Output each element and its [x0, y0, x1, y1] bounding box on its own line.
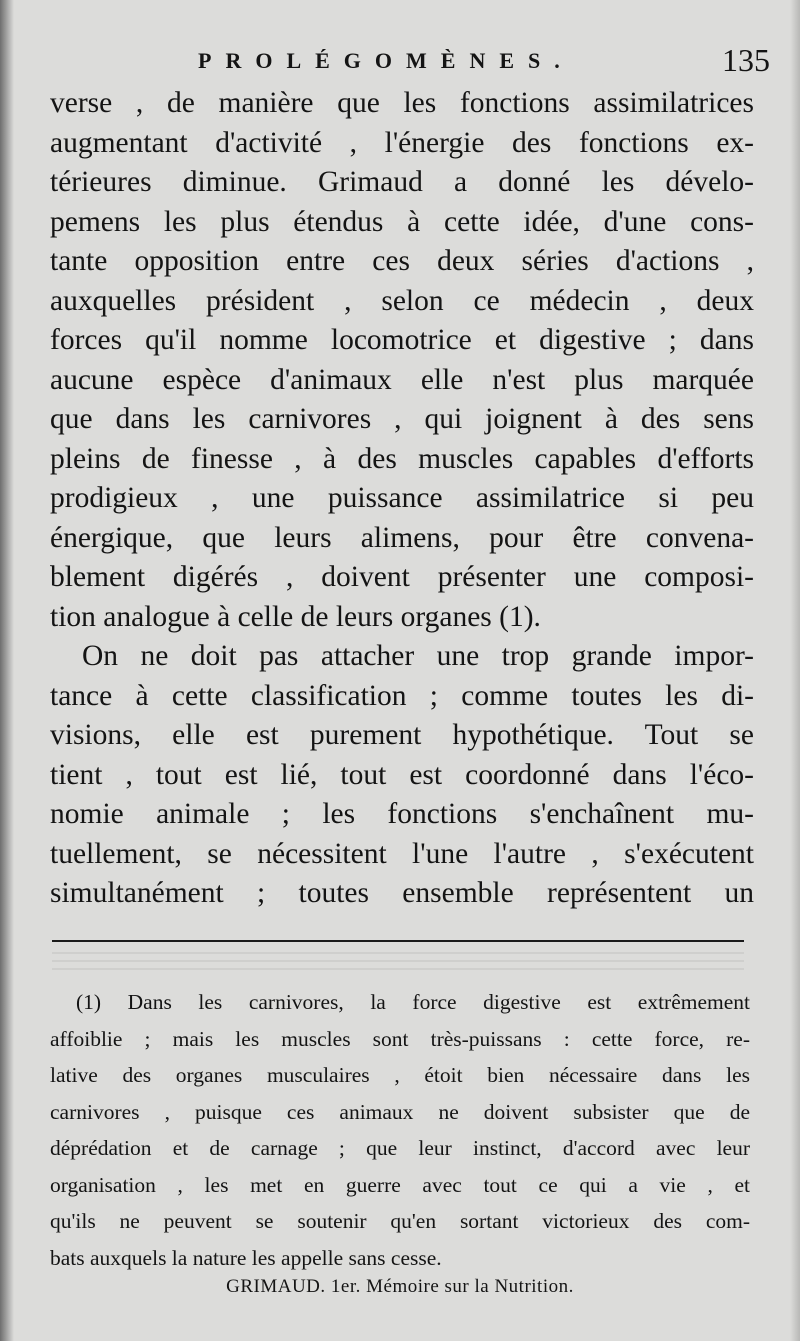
text-line: tuellement, se nécessitent l'une l'autre , s'exécutent	[50, 837, 754, 870]
footnote-line: carnivores , puisque ces animaux ne doivent subsister que de	[50, 1099, 750, 1124]
footnote-line: (1) Dans les carnivores, la force digestive est extrêmement	[76, 990, 750, 1014]
footnote-line: déprédation et de carnage ; que leur instinct, d'accord avec leur	[50, 1136, 750, 1160]
text-line: énergique, que leurs alimens, pour être convena-	[50, 521, 754, 554]
footnote-line: bats auxquels la nature les appelle sans cesse.	[50, 1245, 442, 1270]
footnote-line: organisation , les met en guerre avec tout ce qui a vie , et	[50, 1172, 750, 1197]
text-line: tient , tout est lié, tout est coordonné dans l'éco-	[50, 758, 754, 791]
text-line: blement digérés , doivent présenter une composi-	[50, 561, 754, 593]
running-head: PROLÉGOMÈNES.	[198, 48, 574, 73]
footnote-divider	[52, 940, 744, 942]
text-line: forces qu'il nomme locomotrice et digestive ; dans	[50, 324, 754, 356]
text-line: auxquelles président , selon ce médecin , deux	[50, 284, 754, 317]
text-line: térieures diminue. Grimaud a donné les dévelo-	[50, 166, 754, 198]
text-line: augmentant d'activité , l'énergie des fonctions ex-	[50, 126, 754, 159]
text-line: simultanément ; toutes ensemble représentent un	[50, 877, 754, 909]
text-line: tion analogue à celle de leurs organes (1).	[50, 600, 541, 633]
page-number: 135	[722, 42, 770, 78]
text-line-paragraph-start: On ne doit pas attacher une trop grande impor-	[82, 640, 754, 672]
text-line: pemens les plus étendus à cette idée, d'une cons-	[50, 205, 754, 238]
footnote-citation: GRIMAUD. 1er. Mémoire sur la Nutrition.	[226, 1276, 574, 1297]
text-line: pleins de finesse , à des muscles capables d'efforts	[50, 442, 754, 475]
text-line: nomie animale ; les fonctions s'enchaînent mu-	[50, 798, 754, 830]
footnote-line: lative des organes musculaires , étoit bien nécessaire dans les	[50, 1063, 750, 1087]
footnote	[50, 984, 750, 1276]
text-line: que dans les carnivores , qui joignent à des sens	[50, 403, 754, 435]
text-line: aucune espèce d'animaux elle n'est plus marquée	[50, 363, 754, 396]
text-line: tance à cette classification ; comme toutes les di-	[50, 679, 754, 712]
text-line: tante opposition entre ces deux séries d'actions ,	[50, 245, 754, 277]
footnote-line: affoiblie ; mais les muscles sont très-puissans : cette force, re-	[50, 1026, 750, 1051]
page-edge-shadow-right	[790, 0, 800, 1341]
body-text	[50, 84, 754, 914]
text-line: verse , de manière que les fonctions assimilatrices	[50, 87, 754, 119]
footnote-line: qu'ils ne peuvent se soutenir qu'en sortant victorieux des com-	[50, 1209, 750, 1233]
page-edge-shadow	[0, 0, 14, 1341]
text-line: visions, elle est purement hypothétique. Tout se	[50, 719, 754, 751]
text-line: prodigieux , une puissance assimilatrice si peu	[50, 482, 754, 514]
page-header	[50, 42, 770, 82]
show-through-texture	[52, 952, 744, 976]
